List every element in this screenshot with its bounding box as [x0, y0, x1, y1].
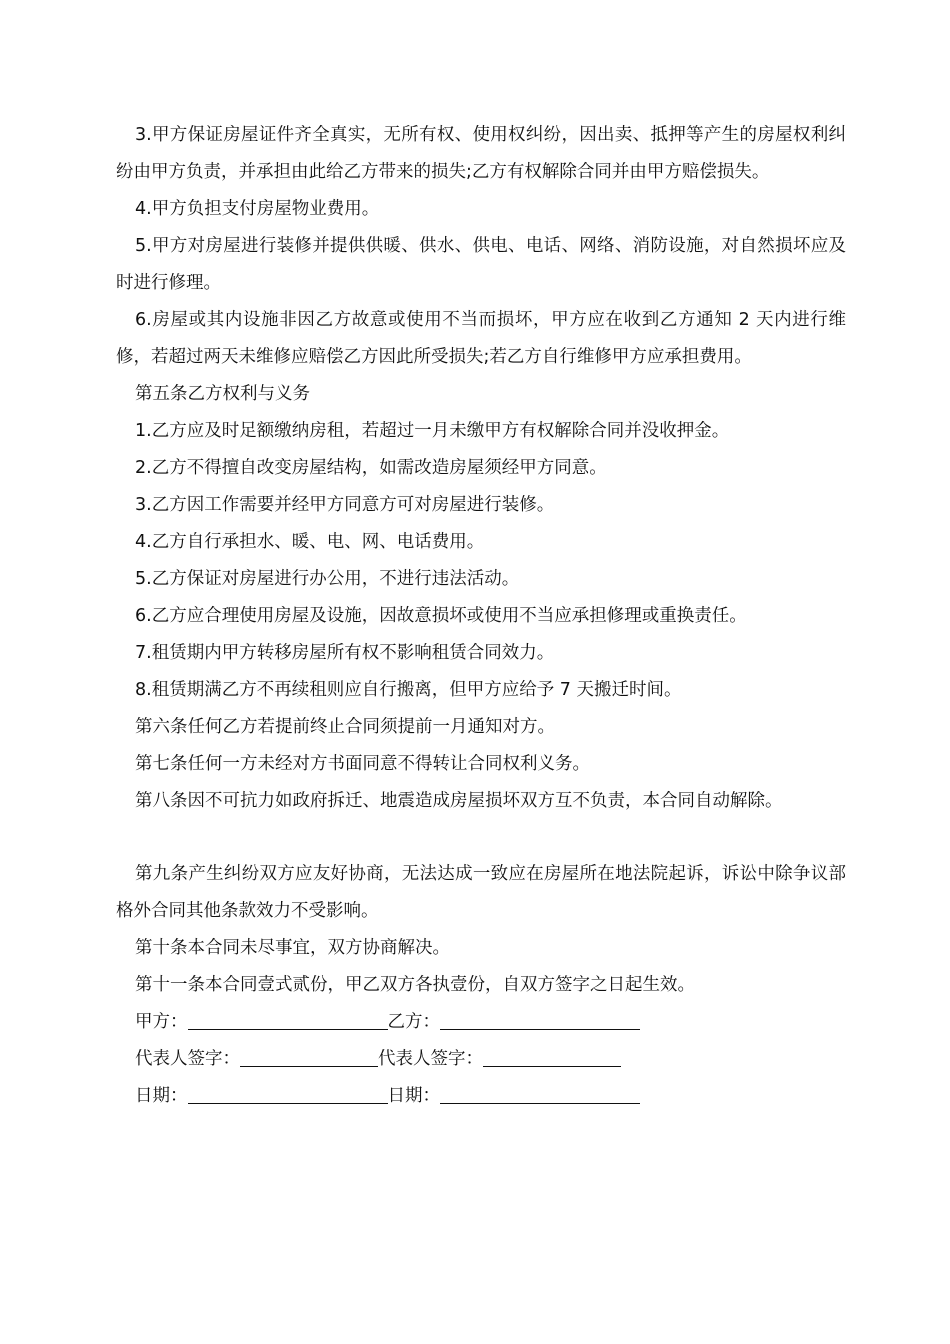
article-10: 第十条本合同未尽事宜，双方协商解决。 — [135, 938, 450, 958]
representative-signature-row — [116, 1041, 846, 1078]
article-9: 第九条产生纠纷双方应友好协商，无法达成一致应在房屋所在地法院起诉，诉讼中除争议部格外合同其他条款效力不受影响。 — [116, 864, 846, 921]
clause-a-5: 5.甲方对房屋进行装修并提供供暖、供水、供电、电话、网络、消防设施，对自然损坏应及时进行修理。 — [116, 236, 846, 293]
clause-a-4: 4.甲方负担支付房屋物业费用。 — [135, 199, 380, 219]
article-6: 第六条任何乙方若提前终止合同须提前一月通知对方。 — [135, 717, 555, 737]
date-a-blank[interactable] — [188, 1081, 388, 1104]
article-11: 第十一条本合同壹式贰份，甲乙双方各执壹份，自双方签字之日起生效。 — [135, 975, 695, 995]
article-5-heading: 第五条乙方权利与义务 — [135, 384, 310, 404]
clause-a-6: 6.房屋或其内设施非因乙方故意或使用不当而损坏，甲方应在收到乙方通知 2 天内进行维修，若超过两天未维修应赔偿乙方因此所受损失;若乙方自行维修甲方应承担费用。 — [116, 310, 846, 367]
date-b-label: 日期： — [387, 1086, 440, 1106]
clause-b-7: 7.租赁期内甲方转移房屋所有权不影响租赁合同效力。 — [135, 643, 555, 663]
rep-b-label: 代表人签字： — [378, 1049, 483, 1069]
clause-b-8: 8.租赁期满乙方不再续租则应自行搬离，但甲方应给予 7 天搬迁时间。 — [135, 680, 682, 700]
party-a-label: 甲方： — [135, 1012, 188, 1032]
article-7: 第七条任何一方未经对方书面同意不得转让合同权利义务。 — [135, 754, 590, 774]
party-b-blank[interactable] — [440, 1007, 640, 1030]
date-b-blank[interactable] — [440, 1081, 640, 1104]
clause-b-1: 1.乙方应及时足额缴纳房租，若超过一月未缴甲方有权解除合同并没收押金。 — [135, 421, 730, 441]
rep-a-blank[interactable] — [240, 1044, 378, 1067]
document-body — [116, 117, 846, 1115]
date-row — [116, 1078, 846, 1115]
clause-b-3: 3.乙方因工作需要并经甲方同意方可对房屋进行装修。 — [135, 495, 555, 515]
clause-b-4: 4.乙方自行承担水、暖、电、网、电话费用。 — [135, 532, 485, 552]
date-a-label: 日期： — [135, 1086, 188, 1106]
clause-b-2: 2.乙方不得擅自改变房屋结构，如需改造房屋须经甲方同意。 — [135, 458, 607, 478]
rep-a-label: 代表人签字： — [135, 1049, 240, 1069]
rep-b-blank[interactable] — [483, 1044, 621, 1067]
article-8: 第八条因不可抗力如政府拆迁、地震造成房屋损坏双方互不负责，本合同自动解除。 — [135, 791, 783, 811]
clause-b-5: 5.乙方保证对房屋进行办公用，不进行违法活动。 — [135, 569, 520, 589]
party-b-label: 乙方： — [387, 1012, 440, 1032]
clause-a-3: 3.甲方保证房屋证件齐全真实，无所有权、使用权纠纷，因出卖、抵押等产生的房屋权利纠纷由甲方负责，并承担由此给乙方带来的损失;乙方有权解除合同并由甲方赔偿损失。 — [116, 125, 846, 182]
paragraph-gap — [116, 820, 846, 856]
clause-b-6: 6.乙方应合理使用房屋及设施，因故意损坏或使用不当应承担修理或重换责任。 — [135, 606, 747, 626]
party-signature-row — [116, 1004, 846, 1041]
party-a-blank[interactable] — [188, 1007, 388, 1030]
